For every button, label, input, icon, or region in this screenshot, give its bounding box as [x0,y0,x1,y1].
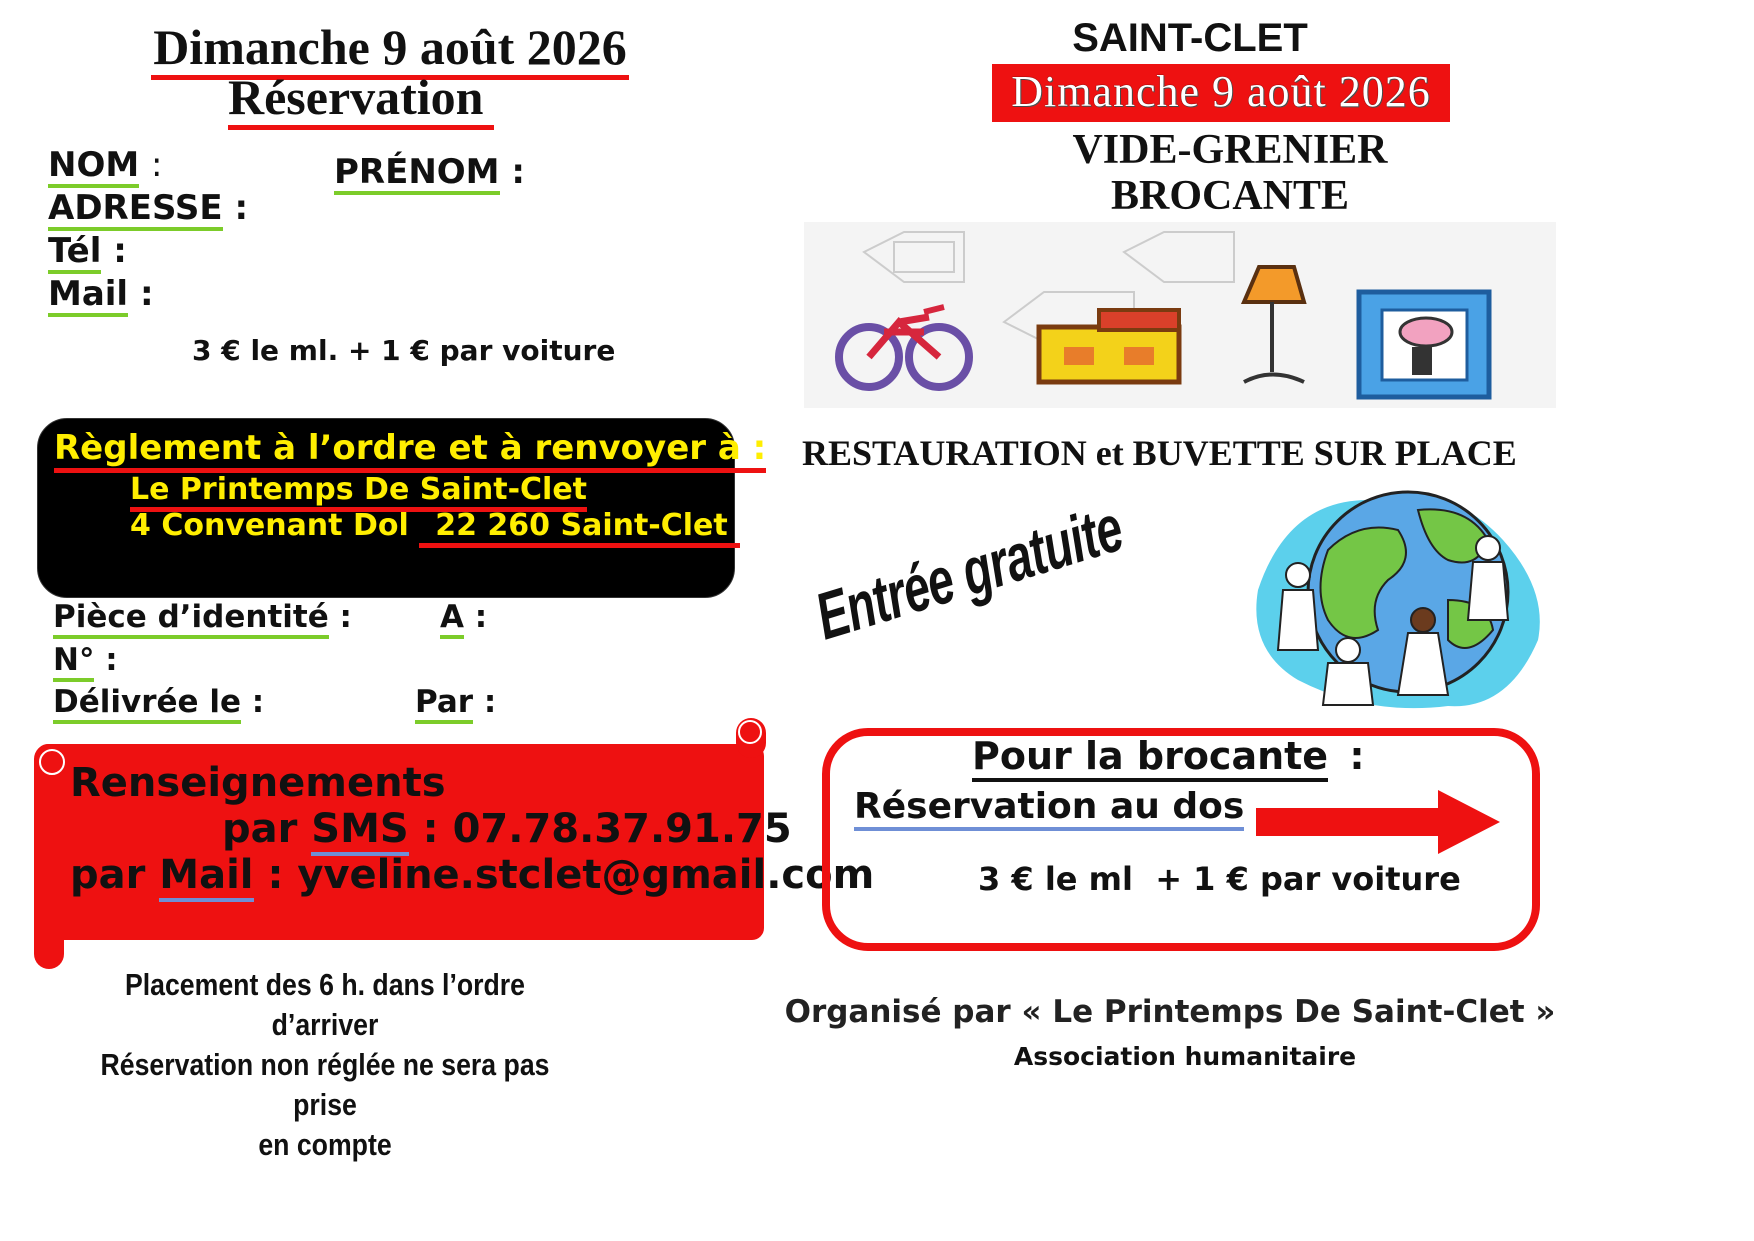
info-mail: par Mail : yveline.stclet@gmail.com [70,852,874,898]
field-delivree: Délivrée le : [53,687,264,724]
left-reservation-title: Réservation [228,72,518,122]
payment-address: 4 Convenant Dol 22 260 Saint-Clet [130,508,740,543]
field-adresse: ADRESSE : [48,191,248,231]
field-delivree-label: Délivrée le [53,687,241,724]
field-tel: Tél : [48,234,127,274]
footer-line-2: Réservation non réglée ne sera pas prise [100,1047,550,1122]
payment-title: Règlement à l’ordre et à renvoyer à : [54,428,766,468]
field-a: A : [440,602,487,639]
event-line-2: BROCANTE [1110,173,1350,219]
field-mail: Mail : [48,277,154,317]
field-nom-label: NOM [48,148,139,188]
brocante-title: Pour la brocante : [972,734,1365,778]
info-title: Renseignements [70,760,446,806]
globe-people-illustration [1248,480,1548,716]
brocante-illustration [804,222,1556,408]
payment-org: Le Printemps De Saint-Clet [130,472,587,507]
field-piece: Pièce d’identité : [53,602,352,639]
event-line-1: VIDE-GRENIER [1072,127,1388,173]
field-a-label: A [440,602,464,639]
field-numero-label: N° [53,645,94,682]
town-title: SAINT-CLET [1072,16,1308,60]
left-date: Dimanche 9 août 2026 [140,22,640,72]
field-tel-label: Tél [48,234,101,274]
arrow-right-icon [1256,790,1502,854]
field-adresse-label: ADRESSE [48,191,223,231]
field-nom: NOM : [48,148,163,188]
footer-line-3: en compte [258,1127,392,1162]
association-line: Association humanitaire [1013,1042,1357,1071]
field-numero: N° : [53,645,118,682]
brocante-tarif: 3 € le ml + 1 € par voiture [978,860,1461,898]
left-tarif: 3 € le ml. + 1 € par voiture [192,334,616,367]
entree-gratuite: Entrée gratuite [807,490,1131,654]
picture-frame-icon [1359,292,1489,397]
organiser-line: Organisé par « Le Printemps De Saint-Clet » [784,994,1556,1030]
right-date: Dimanche 9 août 2026 [1011,67,1431,116]
field-par-label: Par [415,687,473,724]
info-sms: par SMS : 07.78.37.91.75 [222,806,792,852]
footer-line-1: Placement des 6 h. dans l’ordre d’arriver [124,967,526,1042]
field-prenom: PRÉNOM : [334,155,525,195]
field-mail-label: Mail [48,277,128,317]
brocante-reservation: Réservation au dos [854,786,1244,827]
field-par: Par : [415,687,496,724]
restauration-line: RESTAURATION et BUVETTE SUR PLACE [802,433,1517,473]
left-footer [80,965,570,1165]
field-piece-label: Pièce d’identité [53,602,329,639]
field-prenom-label: PRÉNOM [334,155,500,195]
